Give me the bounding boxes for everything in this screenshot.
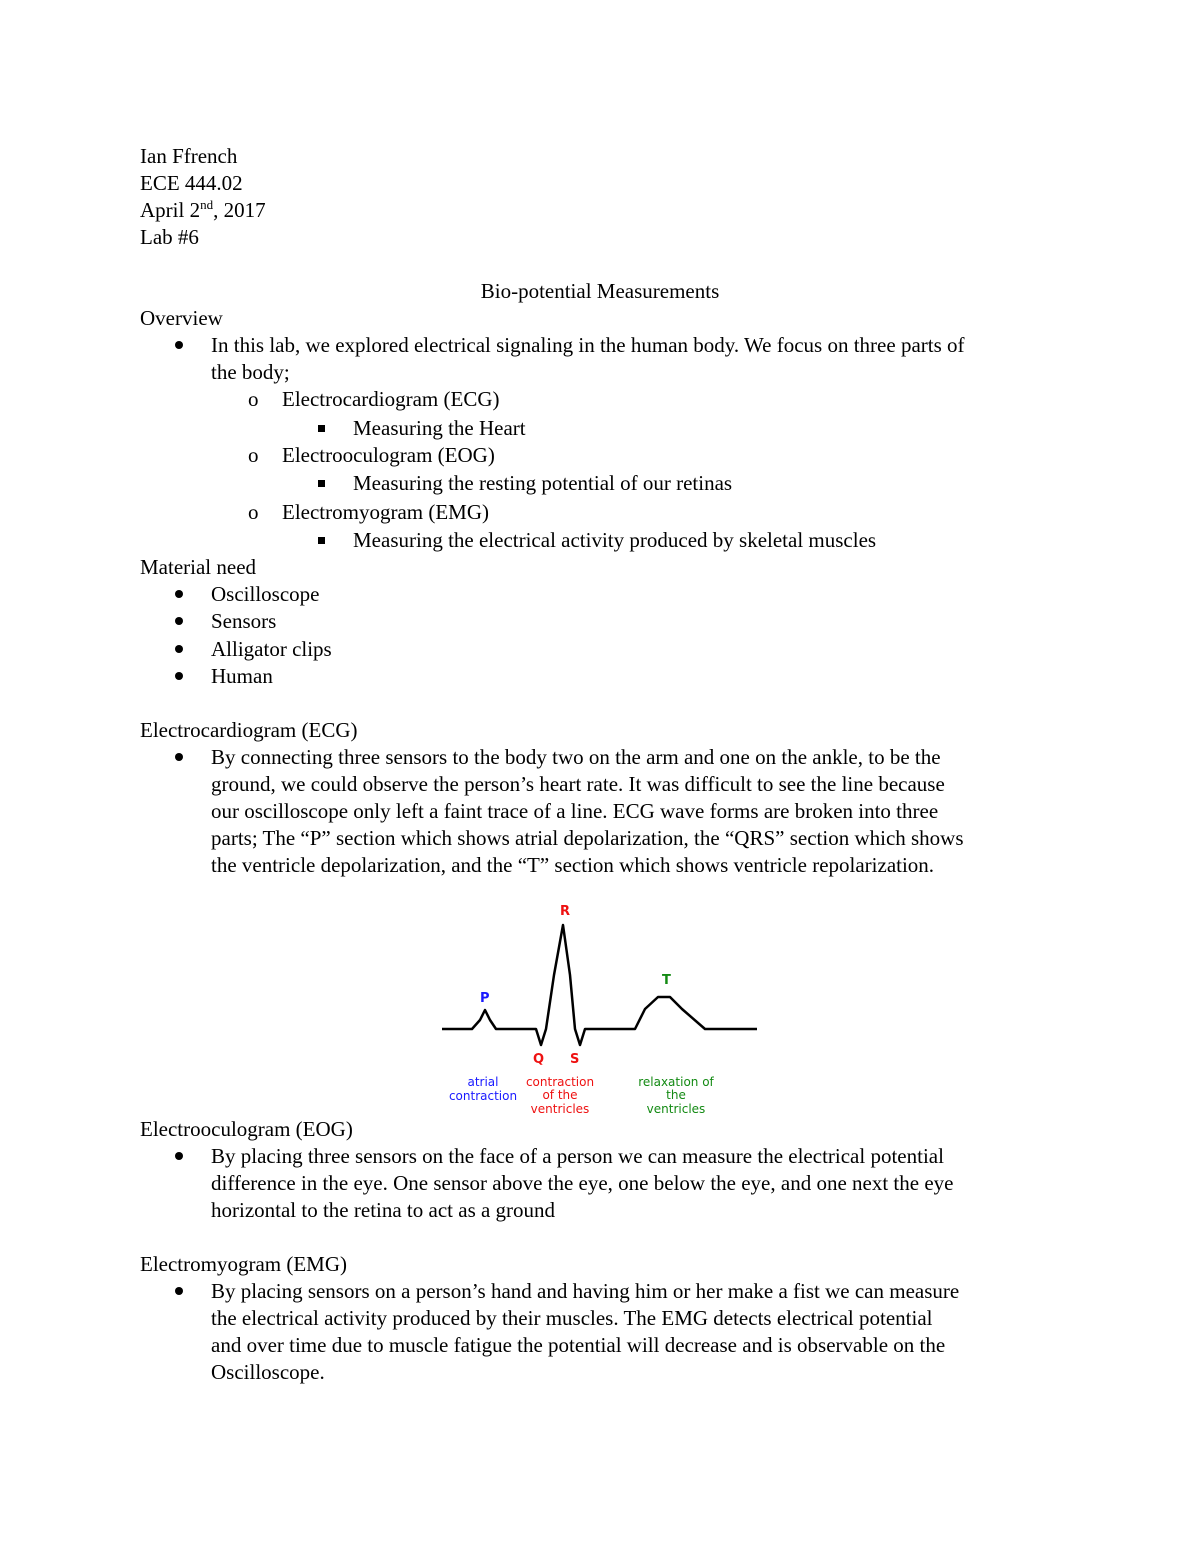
bullet-icon — [175, 1143, 183, 1170]
ecg-text-line: By connecting three sensors to the body two on the arm and one on the ankle, to be the — [211, 745, 941, 769]
ecg-label-p: P — [480, 991, 490, 1006]
ecg-heading: Electrocardiogram (ECG) — [140, 718, 358, 742]
ecg-label-r: R — [560, 904, 571, 919]
document-title: Bio-potential Measurements — [480, 279, 720, 303]
caption-atrial: contraction — [448, 1089, 518, 1103]
ecg-text-line: parts; The “P” section which shows atrial depolarization, the “QRS” section which shows — [211, 826, 964, 850]
overview-item-eog: Electrooculogram (EOG) — [282, 443, 495, 467]
overview-detail-emg: Measuring the electrical activity produced by skeletal muscles — [353, 528, 877, 552]
bullet-icon — [175, 581, 183, 608]
overview-item-ecg: Electrocardiogram (ECG) — [282, 387, 500, 411]
material-item: Alligator clips — [211, 637, 332, 661]
caption-contraction: ventricles — [530, 1102, 590, 1116]
ecg-label-t: T — [662, 973, 671, 988]
date-superscript: nd — [200, 197, 214, 212]
date-suffix: , 2017 — [213, 198, 266, 222]
material-item: Oscilloscope — [211, 582, 320, 606]
eog-text-line: difference in the eye. One sensor above the eye, one below the eye, and one next the eye — [211, 1171, 954, 1195]
overview-heading: Overview — [140, 306, 223, 330]
caption-contraction: contraction — [525, 1075, 595, 1089]
caption-relaxation: the — [666, 1088, 686, 1102]
ecg-text-line: the ventricle depolarization, and the “T” section which shows ventricle repolarization. — [211, 853, 935, 877]
emg-text-line: and over time due to muscle fatigue the potential will decrease and is observable on the — [211, 1333, 946, 1357]
bullet-icon — [175, 744, 183, 771]
overview-item-emg: Electromyogram (EMG) — [282, 500, 490, 524]
caption-contraction: of the — [542, 1088, 578, 1102]
lab-number: Lab #6 — [140, 225, 199, 249]
caption-atrial: atrial — [467, 1075, 499, 1089]
materials-heading: Material need — [140, 555, 257, 579]
sub-bullet-icon: o — [248, 387, 259, 411]
sub-bullet-icon: o — [248, 500, 259, 524]
emg-text-line: Oscilloscope. — [211, 1360, 325, 1384]
emg-heading: Electromyogram (EMG) — [140, 1252, 348, 1276]
author-name: Ian Ffrench — [140, 144, 238, 168]
bullet-icon — [175, 636, 183, 663]
course-code: ECE 444.02 — [140, 171, 243, 195]
overview-detail-ecg: Measuring the Heart — [353, 416, 526, 440]
bullet-icon — [175, 332, 183, 359]
ecg-label-s: S — [570, 1052, 580, 1067]
ecg-text-line: ground, we could observe the person’s heart rate. It was difficult to see the line because — [211, 772, 945, 796]
eog-text-line: horizontal to the retina to act as a ground — [211, 1198, 556, 1222]
eog-heading: Electrooculogram (EOG) — [140, 1117, 353, 1141]
bullet-icon — [175, 608, 183, 635]
date-prefix: April 2 — [140, 198, 201, 222]
sub-bullet-icon: o — [248, 443, 259, 467]
ecg-waveform-line — [442, 925, 757, 1045]
caption-relaxation: relaxation of — [638, 1075, 714, 1089]
material-item: Sensors — [211, 609, 277, 633]
eog-text-line: By placing three sensors on the face of a person we can measure the electrical potential — [211, 1144, 944, 1168]
bullet-icon — [175, 663, 183, 690]
ecg-waveform-figure — [430, 895, 770, 1120]
ecg-text-line: our oscilloscope only left a faint trace of a line. ECG wave forms are broken into three — [211, 799, 939, 823]
overview-text-line1: In this lab, we explored electrical signaling in the human body. We focus on three parts of — [211, 333, 965, 357]
emg-text-line: By placing sensors on a person’s hand and having him or her make a fist we can measure — [211, 1279, 960, 1303]
square-bullet-icon — [318, 415, 325, 442]
square-bullet-icon — [318, 470, 325, 497]
material-item: Human — [211, 664, 273, 688]
overview-detail-eog: Measuring the resting potential of our retinas — [353, 471, 733, 495]
emg-text-line: the electrical activity produced by their muscles. The EMG detects electrical potential — [211, 1306, 933, 1330]
bullet-icon — [175, 1278, 183, 1305]
square-bullet-icon — [318, 527, 325, 554]
caption-relaxation: ventricles — [646, 1102, 706, 1116]
date — [140, 197, 266, 224]
overview-text-line2: the body; — [211, 360, 290, 384]
ecg-label-q: Q — [533, 1052, 545, 1067]
